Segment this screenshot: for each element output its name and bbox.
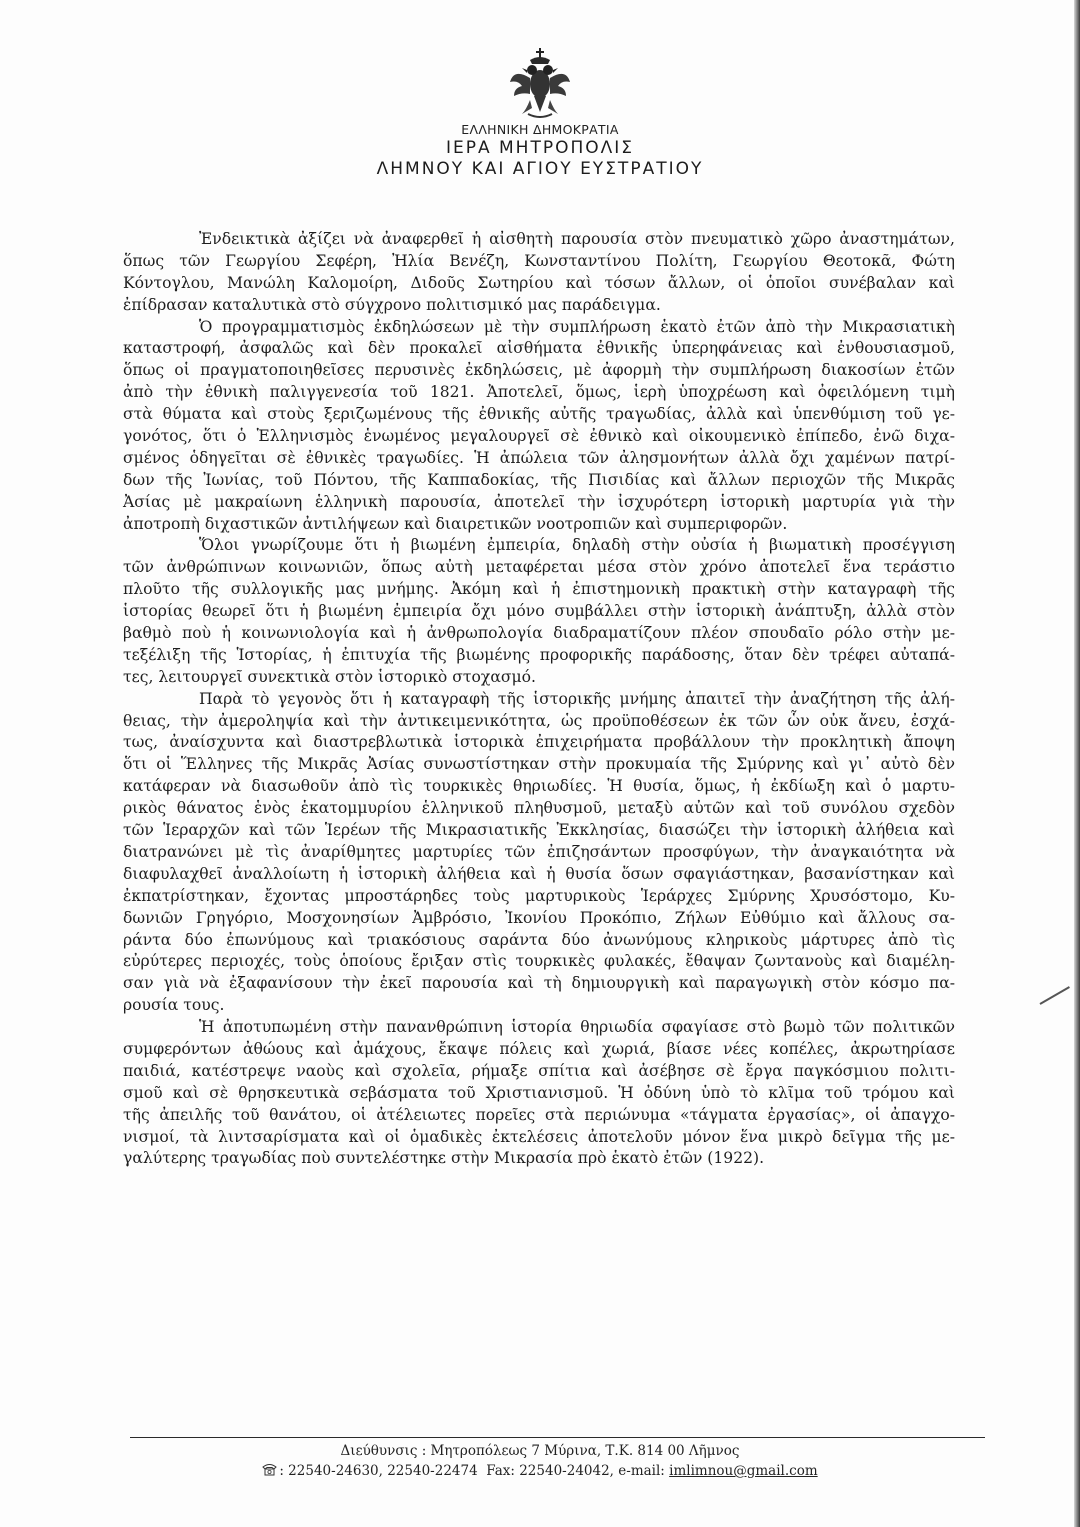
body-line: βαθμὸ ποὺ ἡ κοινωνιολογία καὶ ἡ ἀνθρωπολογία διαδραματίζουν πλέον σπουδαῖο ρόλο στὴν με- [123, 624, 955, 643]
body-line: ράντα δύο ἐπωνύμους καὶ τριακόσιους σαράντα δύο ἀνωνύμους κληρικοὺς μάρτυρες ἀπὸ τὶς [123, 930, 955, 949]
body-line: Παρὰ τὸ γεγονὸς ὅτι ἡ καταγραφὴ τῆς ἱστορικῆς μνήμης ἀπαιτεῖ τὴν ἀναζήτηση τῆς ἀλή- [199, 689, 955, 708]
body-line: ἀποτροπὴ διχαστικῶν ἀντιλήψεων καὶ διαιρετικῶν νοοτροπιῶν καὶ συμπεριφορῶν. [123, 514, 788, 533]
body-line: διαφυλαχθεῖ ἀναλλοίωτη ἡ ἱστορικὴ ἀλήθεια καὶ ἡ θυσία ὅσων σφαγιάστηκαν, βασανίστηκαν καὶ [123, 864, 955, 883]
double-headed-eagle-crest-icon [508, 48, 572, 120]
body-line: ρουσία τους. [123, 996, 225, 1015]
body-line: ρικὸς θάνατος ἑνὸς ἑκατομμυρίου ἑλληνικοῦ πληθυσμοῦ, μεταξὺ αὐτῶν καὶ τοῦ συνόλου σχεδὸν [123, 799, 955, 818]
letterhead [0, 48, 1080, 179]
body-line: δωνιῶν Γρηγόριο, Μοσχονησίων Ἀμβρόσιο, Ἰκονίου Προκόπιο, Ζήλων Εὐθύμιο καὶ ἄλλους σα- [123, 908, 955, 927]
body-line: ἱστορίας θεωρεῖ ὅτι ἡ βιωμένη ἐμπειρία ὄχι μόνο συμβάλλει στὴν ἱστορικὴ ἀνάπτυξη, ἀλλὰ στὸν [123, 602, 955, 621]
body-line: σαν γιὰ νὰ ἐξαφανίσουν τὴν ἐκεῖ παρουσία καὶ τὴ δημιουργικὴ καὶ παραγωγικὴ στὸν κόσμο πα- [123, 974, 955, 993]
body-line: ὅτι οἱ Ἕλληνες τῆς Μικρᾶς Ἀσίας συνωστίστηκαν στὴν προκυμαία τῆς Σμύρνης καὶ γι᾽ αὐτὸ δὲν [123, 755, 955, 774]
body-line: Ὁ προγραμματισμὸς ἐκδηλώσεων μὲ τὴν συμπλήρωση ἑκατὸ ἐτῶν ἀπὸ τὴν Μικρασιατικὴ [199, 317, 955, 336]
body-line: παιδιά, κατέστρεψε ναοὺς καὶ σχολεῖα, ρήμαξε σπίτια καὶ ἀσέβησε σὲ ἔργα παγκόσμιου πολιτι- [123, 1061, 955, 1080]
body-line: τῶν Ἱεραρχῶν καὶ τῶν Ἱερέων τῆς Μικρασιατικῆς Ἐκκλησίας, διασώζει τὴν ἱστορικὴ ἀλήθεια καὶ [123, 821, 955, 840]
scan-edge [1074, 0, 1080, 1527]
body-line: στὰ θύματα καὶ στοὺς ξεριζωμένους τῆς ἐθνικῆς αὐτῆς τραγωδίας, ἀλλὰ καὶ ὑπενθύμιση τοῦ γε- [123, 405, 955, 424]
body-line: τως, ἀναίσχυντα καὶ διαστρεβλωτικὰ ἱστορικὰ ἐπιχειρήματα προβάλλουν τὴν προκλητικὴ ἄποψη [123, 733, 955, 752]
footer-phones: : 22540-24630, 22540-22474 [279, 1463, 478, 1479]
footer-email-label: e-mail: [618, 1463, 665, 1479]
body-line: ἐπίδρασαν καταλυτικὰ στὸ σύγχρονο πολιτισμικό μας παράδειγμα. [123, 295, 661, 314]
body-line: Ἐνδεικτικὰ ἀξίζει νὰ ἀναφερθεῖ ἡ αἰσθητὴ παρουσία στὸν πνευματικὸ χῶρο ἀναστημάτων, [199, 230, 955, 248]
letterhead-metropolis: ΙΕΡΑ ΜΗΤΡΟΠΟΛΙΣ [445, 138, 635, 158]
body-line: τῶν ἀνθρώπινων κοινωνιῶν, ὅπως αὐτὴ μεταφέρεται μέσα στὸν χρόνο ἀποτελεῖ ἕνα τεράστιο [123, 558, 955, 577]
body-line: εὐρύτερες περιοχές, τοὺς ὁποίους ἔριξαν στὶς τουρκικὲς φυλακές, ἔθαψαν ζωντανοὺς καὶ διαμέλη- [123, 952, 955, 971]
body-line: Ἡ ἀποτυπωμένη στὴν πανανθρώπινη ἱστορία θηριωδία σφαγίασε στὸ βωμὸ τῶν πολιτικῶν [199, 1018, 955, 1037]
body-line: Ἀσίας μὲ μακραίωνη ἑλληνικὴ παρουσία, ἀποτελεῖ τὴν ἰσχυρότερη ἱστορικὴ μαρτυρία γιὰ τὴν [123, 492, 955, 511]
footer-contacts [0, 1461, 1080, 1481]
letter-body [123, 229, 955, 1170]
body-line: θειας, τὴν ἀμεροληψία καὶ τὴν ἀντικειμενικότητα, ὡς προϋποθέσεων ἐκ τῶν ὧν οὐκ ἄνευ, ἐσχά- [123, 711, 955, 730]
body-line: Ὅλοι γνωρίζουμε ὅτι ἡ βιωμένη ἐμπειρία, δηλαδὴ στὴν οὐσία ἡ βιωματικὴ προσέγγιση [199, 536, 955, 555]
body-line: νισμοί, τὰ λιντσαρίσματα καὶ οἱ ὁμαδικὲς ἐκτελέσεις ἀποτελοῦν μόνον ἕνα μικρὸ δεῖγμα τῆς με- [123, 1127, 955, 1146]
body-line: τεξέλιξη τῆς Ἱστορίας, ἡ ἐπιτυχία τῆς βιωμένης προφορικῆς παράδοσης, ὅταν δὲν τρέφει αὐταπά- [123, 645, 955, 664]
body-line: πλοῦτο τῆς συλλογικῆς μας μνήμης. Ἀκόμη καὶ ἡ ἐπιστημονικὴ πρακτικὴ στὴν καταγραφὴ τῆς [123, 580, 955, 599]
body-line: ἐκπατρίστηκαν, ἔχοντας μπροστάρηδες τοὺς μαρτυρικοὺς Ἱεράρχες Σμύρνης Χρυσόστομο, Κυ- [123, 886, 955, 905]
body-line: διατρανώνει μὲ τὶς ἀναρίθμητες μαρτυρίες τῶν ἐπιζησάντων προσφύγων, τὴν ἀναγκαιότητα νὰ [123, 842, 955, 861]
body-line: τες, λειτουργεῖ συνεκτικὰ στὸν ἱστορικὸ στοχασμό. [123, 667, 536, 686]
body-line: σμοῦ καὶ σὲ θρησκευτικὰ σεβάσματα τοῦ Χριστιανισμοῦ. Ἡ ὀδύνη ὑπὸ τὸ κλῖμα τοῦ τρόμου καὶ [123, 1083, 955, 1102]
letterhead-republic: ΕΛΛΗΝΙΚΗ ΔΗΜΟΚΡΑΤΙΑ [461, 122, 619, 137]
body-line: γαλύτερης τραγωδίας ποὺ συντελέστηκε στὴν Μικρασία πρὸ ἑκατὸ ἐτῶν (1922). [123, 1149, 765, 1168]
body-line: συμφερόντων ἀθώους καὶ ἀμάχους, ἔκαψε πόλεις καὶ χωριά, βίασε νέες κοπέλες, ἀκρωτηρίασε [123, 1039, 955, 1058]
telephone-icon [262, 1463, 277, 1476]
letterhead-region: ΛΗΜΝΟΥ ΚΑΙ ΑΓΙΟΥ ΕΥΣΤΡΑΤΙΟΥ [376, 159, 704, 179]
footer-email-link[interactable]: imlimnou@gmail.com [669, 1463, 818, 1479]
footer-fax: Fax: 22540-24042, [486, 1463, 614, 1479]
body-line: τῆς ἀπειλῆς τοῦ θανάτου, οἱ ἀτέλειωτες πορεῖες στὰ περιώνυμα «τάγματα ἐργασίας», οἱ ἀπαγχο- [123, 1105, 955, 1124]
body-line: δων τῆς Ἰωνίας, τοῦ Πόντου, τῆς Καππαδοκίας, τῆς Πισιδίας καὶ ἄλλων περιοχῶν τῆς Μικρᾶς [123, 470, 955, 489]
footer-address: Διεύθυνσις : Μητροπόλεως 7 Μύρινα, Τ.Κ. 814 00 Λῆμνος [340, 1443, 740, 1459]
body-line: Κόντογλου, Μανώλη Καλομοίρη, Διδοῦς Σωτηρίου καὶ τόσων ἄλλων, οἱ ὁποῖοι συνέβαλαν καὶ [123, 273, 955, 292]
body-line: ὅπως οἱ πραγματοποιηθεῖσες περυσινὲς ἐκδηλώσεις, μὲ ἀφορμὴ τὴν συμπλήρωση διακοσίων ἐτῶν [123, 361, 955, 380]
body-line: σμένος ὁδηγεῖται σὲ ἐθνικὲς τραγωδίες. Ἡ ἀπώλεια τῶν ἀλησμονήτων ἀλλὰ ὄχι χαμένων πατρί- [123, 448, 955, 467]
body-line: κατάφεραν νὰ διασωθοῦν ἀπὸ τὶς τουρκικὲς θηριωδίες. Ἡ θυσία, ὅμως, ἡ ἐκδίωξη καὶ ὁ μαρτυ- [123, 777, 955, 796]
body-line: καταστροφή, ἀσφαλῶς καὶ δὲν προκαλεῖ αἰσθήματα ἐθνικῆς ὑπερηφάνειας καὶ ἐνθουσιασμοῦ, [123, 339, 955, 358]
body-line: ἀπὸ τὴν ἐθνικὴ παλιγγενεσία τοῦ 1821. Ἀποτελεῖ, ὅμως, ἱερὴ ὑποχρέωση καὶ ὀφειλόμενη τιμὴ [123, 383, 955, 402]
margin-pen-mark [1040, 986, 1070, 1005]
body-line: γονότος, ὅτι ὁ Ἑλληνισμὸς ἑνωμένος μεγαλουργεῖ σὲ ἐθνικὸ καὶ οἰκουμενικὸ ἐπίπεδο, ἐνῶ διχα- [123, 427, 955, 446]
body-line: ὅπως τῶν Γεωργίου Σεφέρη, Ἠλία Βενέζη, Κωνσταντίνου Πολίτη, Γεωργίου Θεοτοκᾶ, Φώτη [123, 251, 955, 270]
footer-divider [130, 1437, 985, 1438]
footer [0, 1441, 1080, 1481]
